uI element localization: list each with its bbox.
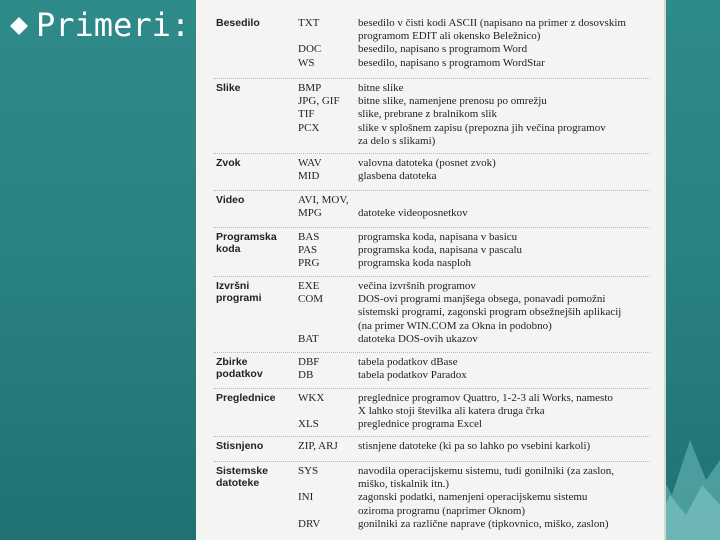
extension-list [298, 17, 356, 70]
extension-cell: JPG, GIF [298, 95, 340, 108]
extension-cell [298, 306, 356, 319]
extension-cell: BAS [298, 231, 320, 243]
extension-cell: MPG [298, 207, 322, 220]
category-line: Zvok [216, 157, 241, 169]
category-label [216, 392, 294, 404]
extension-cell [298, 320, 356, 333]
extension-cell: WKX [298, 392, 325, 404]
extension-cell: BAT [298, 332, 319, 345]
row-divider [214, 352, 650, 353]
category-label [216, 231, 294, 255]
description-list [358, 82, 658, 148]
extension-cell [298, 505, 356, 518]
extension-list [298, 231, 356, 271]
description-list [358, 356, 658, 382]
description-cell: valovna datoteka (posnet zvok) [358, 157, 496, 169]
category-line: Video [216, 194, 245, 206]
description-cell: slike v splošnem zapisu (prepozna jih večina programov [358, 121, 606, 134]
description-cell [358, 194, 658, 207]
extension-cell: SYS [298, 465, 319, 477]
category-line: Sistemske [216, 465, 268, 477]
category-line: Preglednice [216, 392, 276, 404]
description-cell: datoteka DOS-ovih ukazov [358, 332, 478, 345]
description-cell: navodila operacijskemu sistemu, tudi gonilniki (za zaslon, [358, 465, 614, 477]
diamond-bullet-icon [10, 17, 28, 26]
row-divider [214, 276, 650, 277]
description-cell: datoteke videoposnetkov [358, 207, 468, 220]
extension-cell: DRV [298, 517, 321, 530]
extension-cell [298, 30, 356, 43]
description-list [358, 157, 658, 183]
category-line: programi [216, 292, 262, 304]
description-cell: oziroma programu (naprimer Oknom) [358, 504, 526, 517]
row-divider [214, 78, 650, 79]
description-cell: programska koda, napisana v pascalu [358, 244, 523, 257]
description-cell: stisnjene datoteke (ki pa so lahko po vsebini karkoli) [358, 440, 591, 452]
extension-cell: AVI, MOV, [298, 194, 349, 206]
description-cell: tabela podatkov dBase [358, 356, 458, 368]
extension-list [298, 356, 356, 382]
category-label [216, 356, 294, 380]
description-list [358, 280, 658, 346]
extension-cell [298, 405, 356, 418]
slide-title [10, 6, 190, 44]
description-cell: programom EDIT ali okensko Beležnico) [358, 30, 541, 43]
row-divider [214, 436, 650, 437]
extension-cell [298, 478, 356, 491]
extension-list [298, 280, 356, 346]
scanned-file-type-table [196, 0, 664, 540]
row-divider [214, 227, 650, 228]
extension-cell: WS [298, 56, 315, 69]
description-cell: gonilniki za različne naprave (tipkovnico, miško, zaslon) [358, 517, 609, 530]
description-cell: sistemski programi, zagonski program obsežnejših aplikacij [358, 306, 622, 319]
description-cell: X lahko stoji številka ali katera druga črka [358, 405, 545, 418]
category-label [216, 280, 294, 304]
description-cell: preglednice programov Quattro, 1-2-3 ali Works, namesto [358, 392, 613, 404]
extension-cell: DB [298, 369, 314, 382]
row-divider [214, 153, 650, 154]
description-list [358, 17, 658, 70]
category-line: Slike [216, 82, 241, 94]
slide-title-text: Primeri: [36, 6, 191, 44]
extension-cell: XLS [298, 418, 319, 431]
category-line: podatkov [216, 368, 263, 380]
row-divider [214, 190, 650, 191]
category-label [216, 82, 294, 94]
extension-cell: DBF [298, 356, 320, 368]
description-cell: tabela podatkov Paradox [358, 369, 467, 382]
description-list [358, 440, 658, 453]
extension-cell: EXE [298, 280, 320, 292]
description-cell: besedilo v čisti kodi ASCII (napisano na primer z dosovskim [358, 17, 626, 29]
extension-list [298, 157, 356, 183]
category-label [216, 17, 294, 29]
category-label [216, 194, 294, 206]
extension-list [298, 82, 356, 135]
description-list [358, 231, 658, 271]
extension-cell: DOC [298, 43, 322, 56]
category-line: Besedilo [216, 17, 260, 29]
description-cell: zagonski podatki, namenjeni operacijskemu sistemu [358, 491, 588, 504]
category-line: Stisnjeno [216, 440, 264, 452]
extension-cell: BMP [298, 82, 322, 94]
description-cell: glasbena datoteka [358, 170, 437, 183]
extension-list [298, 440, 356, 453]
category-line: datoteke [216, 477, 260, 489]
row-divider [214, 461, 650, 462]
extension-list [298, 392, 356, 432]
extension-cell: WAV [298, 157, 322, 169]
extension-cell: MID [298, 170, 320, 183]
category-label [216, 440, 294, 452]
category-line: koda [216, 243, 241, 255]
description-cell: besedilo, napisano s programom Word [358, 43, 528, 56]
description-list [358, 194, 658, 220]
category-line: Programska [216, 231, 277, 243]
category-line: Izvršni [216, 280, 250, 292]
description-cell: programska koda nasploh [358, 257, 472, 270]
description-cell: preglednice programa Excel [358, 418, 482, 431]
extension-list [298, 194, 356, 220]
description-cell: večina izvršnih programov [358, 280, 476, 292]
extension-cell: INI [298, 491, 314, 504]
extension-list [298, 465, 356, 531]
row-divider [214, 388, 650, 389]
description-list [358, 465, 658, 531]
description-cell: za delo s slikami) [358, 134, 436, 147]
description-cell: miško, tiskalnik itn.) [358, 478, 450, 491]
description-cell: besedilo, napisano s programom WordStar [358, 56, 545, 69]
description-list [358, 392, 658, 432]
category-label [216, 465, 294, 489]
extension-cell: PAS [298, 244, 318, 257]
extension-cell: ZIP, ARJ [298, 440, 338, 452]
extension-cell: TIF [298, 108, 315, 121]
extension-cell: TXT [298, 17, 320, 29]
extension-cell: PCX [298, 121, 320, 134]
description-cell: bitne slike [358, 82, 404, 94]
description-cell: programska koda, napisana v basicu [358, 231, 518, 243]
extension-cell: PRG [298, 257, 320, 270]
extension-cell: COM [298, 293, 324, 306]
category-label [216, 157, 294, 169]
description-cell: DOS-ovi programi manjšega obsega, ponavadi pomožni [358, 293, 606, 306]
description-cell: (na primer WIN.COM za Okna in podobno) [358, 319, 552, 332]
description-cell: slike, prebrane z bralnikom slik [358, 108, 497, 121]
description-cell: bitne slike, namenjene prenosu po omrežju [358, 95, 547, 108]
category-line: Zbirke [216, 356, 248, 368]
